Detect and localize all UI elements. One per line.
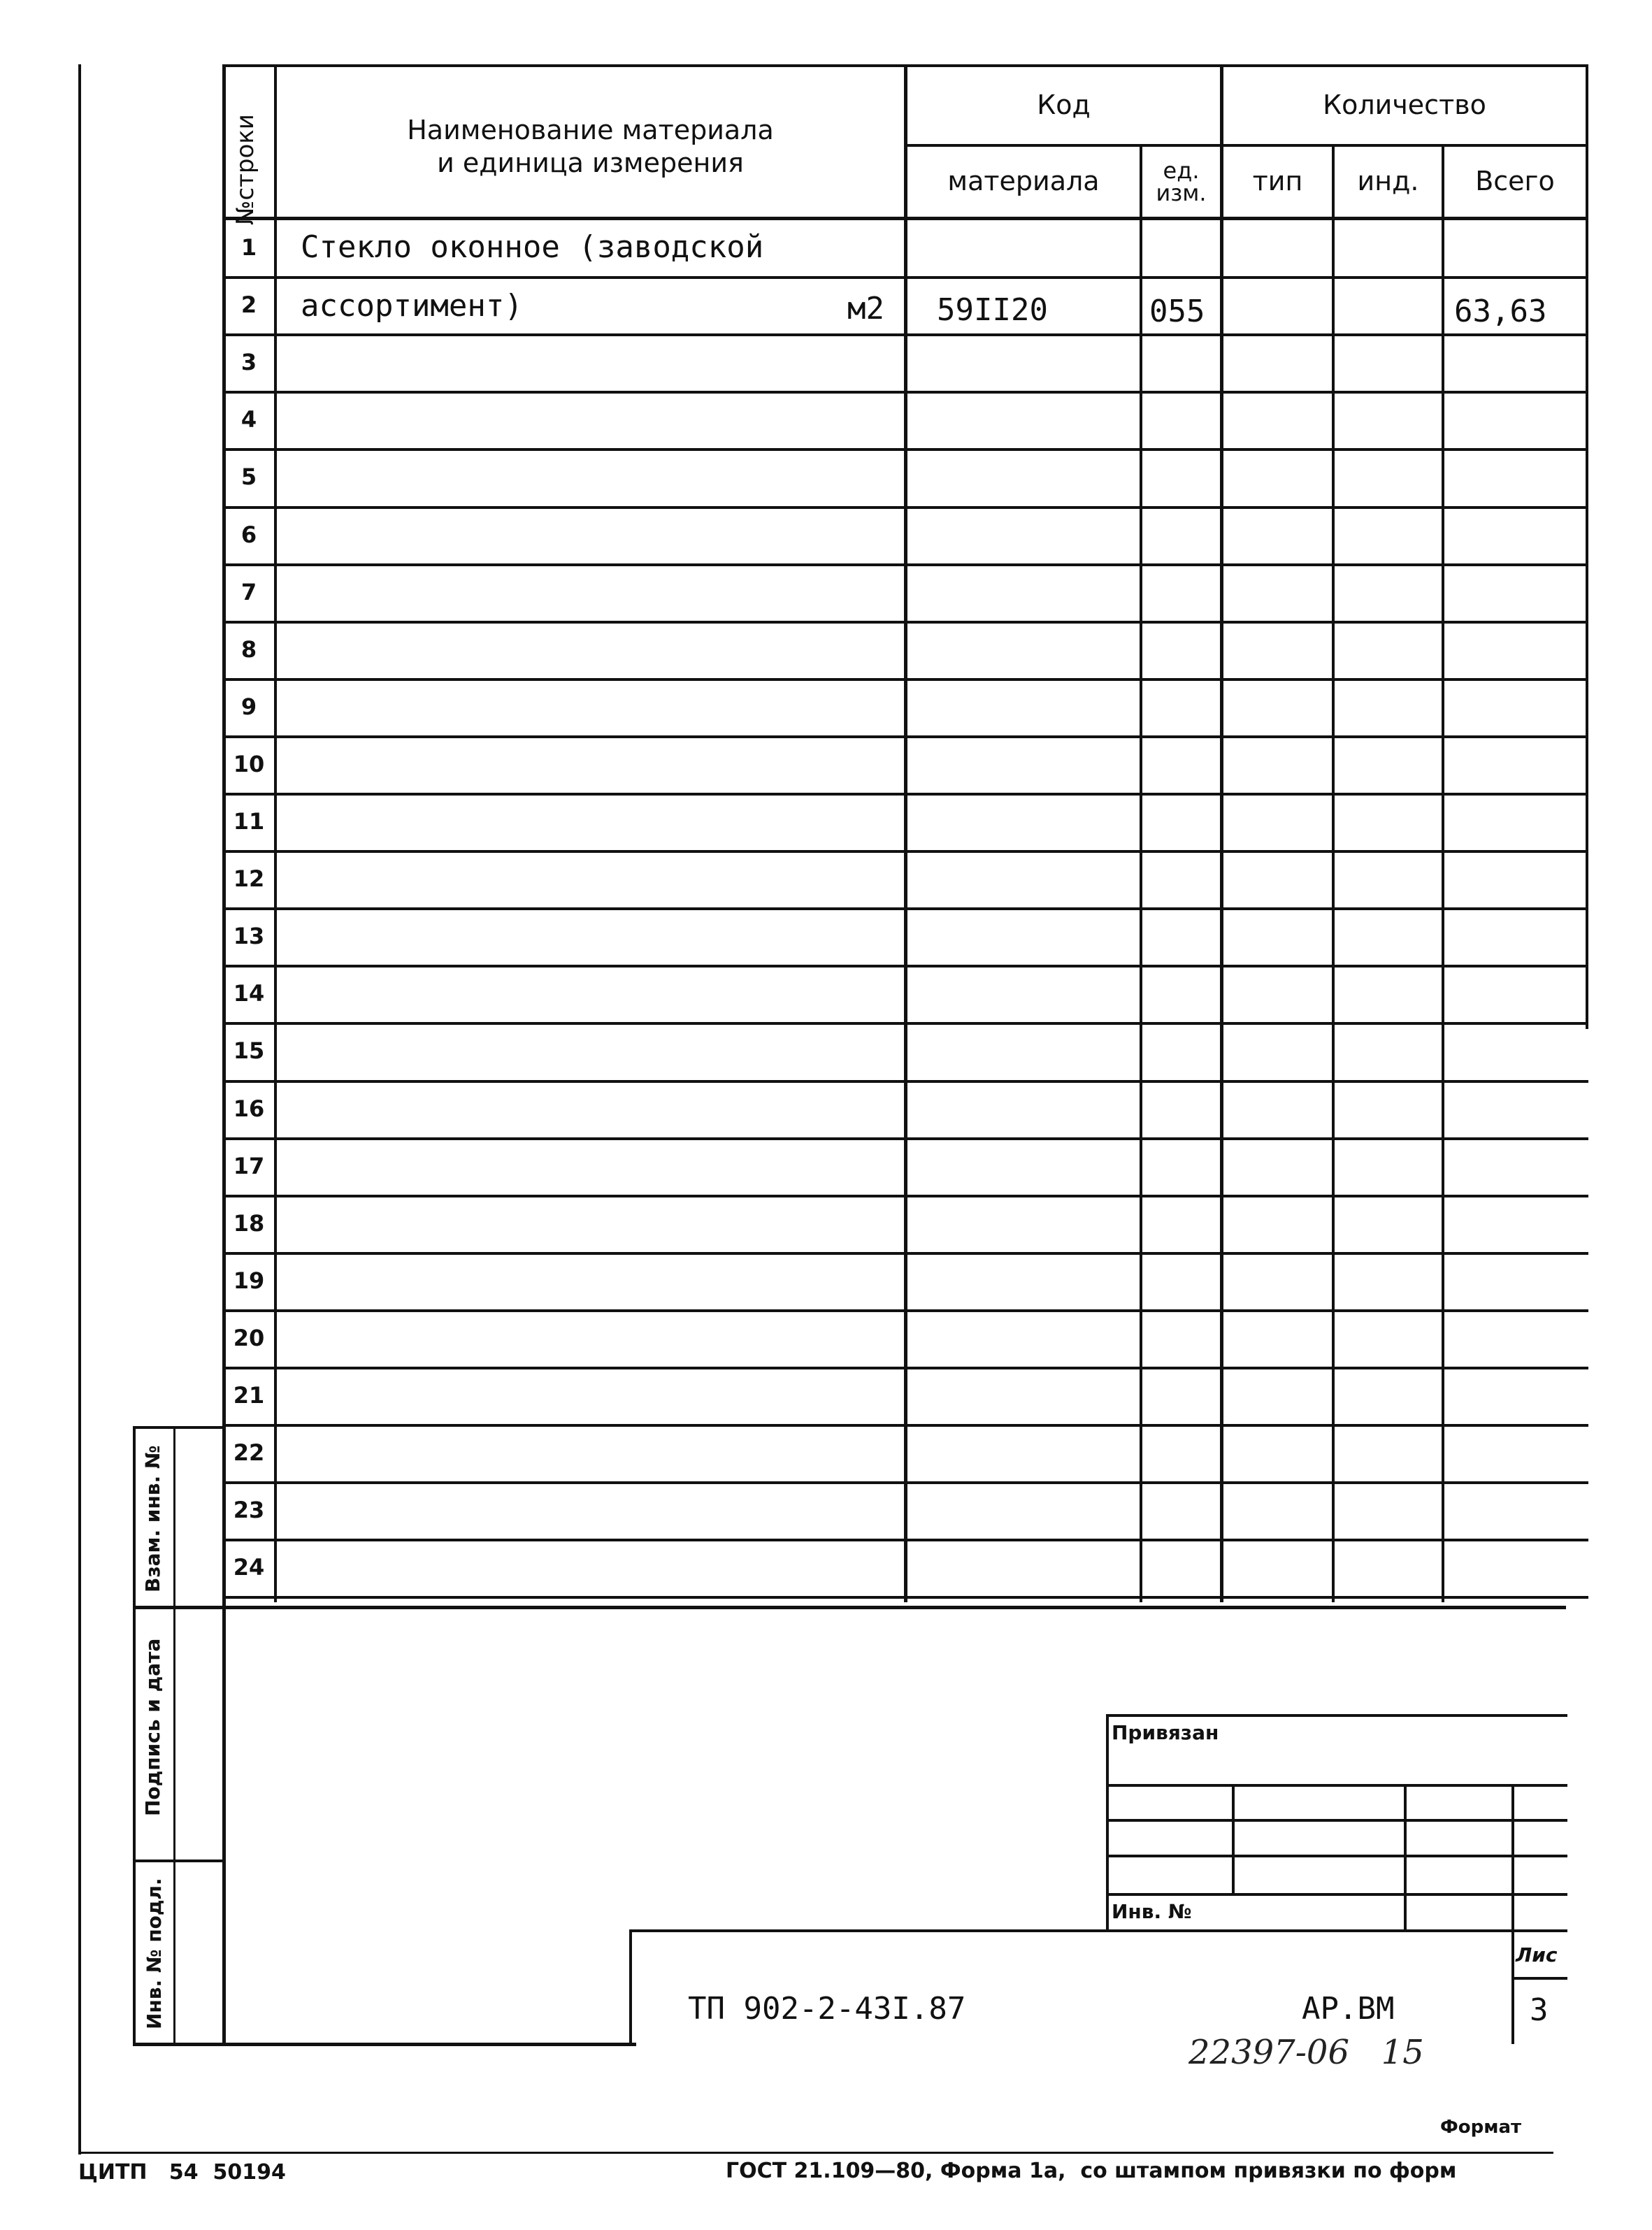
footer-right: ГОСТ 21.109—80, Форма 1а, со штампом привязки по форм — [726, 2159, 1457, 2183]
row-number-header: №строки — [231, 114, 259, 225]
row-line — [222, 850, 1588, 853]
row-number: 10 — [233, 751, 265, 777]
ind-header: инд. — [1357, 166, 1419, 197]
side-stamp-outer-left — [133, 1427, 136, 2046]
signature-date-label: Подпись и дата — [141, 1638, 164, 1816]
row-line — [222, 506, 1588, 509]
row-line — [222, 1424, 1588, 1427]
row-line — [222, 965, 1588, 967]
row-number: 15 — [233, 1037, 265, 1064]
row-line — [222, 1080, 1588, 1083]
row-line — [222, 1481, 1588, 1484]
quantity-header: Количество — [1323, 89, 1486, 121]
row-number: 22 — [233, 1439, 265, 1466]
row-line — [222, 391, 1588, 394]
row-number: 18 — [233, 1210, 265, 1237]
code-header: Код — [1037, 89, 1091, 121]
sheet-label: Лис — [1516, 1943, 1558, 1966]
row-number: 19 — [233, 1267, 265, 1294]
inv-podl-label: Инв. № подл. — [143, 1878, 166, 2029]
row-number: 3 — [240, 349, 257, 375]
vzam-inv-label: Взам. инв. № — [141, 1445, 164, 1592]
row-line — [222, 1367, 1588, 1369]
footer-left: ЦИТП 54 50194 — [78, 2160, 286, 2185]
row-number: 13 — [233, 923, 265, 949]
side-stamp-div2 — [133, 1859, 224, 1862]
row-line — [222, 735, 1588, 738]
row-line — [222, 448, 1588, 451]
name-header: Наименование материала и единица измерения — [407, 114, 774, 178]
row-line — [222, 1195, 1588, 1197]
total-header: Всего — [1475, 166, 1555, 197]
row-number: 7 — [240, 579, 257, 605]
handwritten-number: 22397-06 15 — [1188, 2033, 1424, 2072]
material-code-header: материала — [947, 166, 1100, 197]
row-number: 6 — [240, 521, 257, 548]
row-number: 1 — [240, 234, 257, 261]
row-number: 2 — [240, 292, 257, 318]
sheet-number: 3 — [1530, 1992, 1549, 2028]
row-number: 20 — [233, 1325, 265, 1351]
row-number: 5 — [240, 463, 257, 490]
border-col-code — [904, 64, 907, 1602]
border-header-bottom — [222, 217, 1588, 220]
row-number: 23 — [233, 1497, 265, 1523]
row-line — [222, 907, 1588, 910]
document-section: АР.ВМ — [1302, 1991, 1395, 2027]
row-number: 24 — [233, 1554, 265, 1581]
total-quantity: 63,63 — [1454, 294, 1547, 329]
bottom-frame-line — [78, 2152, 1553, 2154]
row-line — [222, 793, 1588, 796]
border-table-right — [1586, 64, 1588, 1029]
material-code: 59II20 — [937, 292, 1048, 328]
row-line — [222, 1309, 1588, 1312]
border-col-unit — [1140, 145, 1142, 1602]
side-stamp-bottom — [133, 2043, 636, 2046]
row-line — [222, 1022, 1588, 1025]
row-line — [222, 678, 1588, 681]
inv-number-label: Инв. № — [1112, 1900, 1192, 1923]
type-header: тип — [1252, 166, 1303, 197]
material-name-line2: ассортимент) — [301, 288, 523, 324]
row-number: 11 — [233, 808, 265, 835]
row-line — [222, 621, 1588, 624]
material-unit: м2 — [847, 291, 884, 326]
row-number: 12 — [233, 865, 265, 892]
row-line — [222, 1596, 1588, 1599]
row-line — [222, 1252, 1588, 1255]
border-col-total — [1442, 145, 1444, 1602]
unit-code: 055 — [1149, 294, 1205, 329]
row-line — [222, 1137, 1588, 1140]
binding-label: Привязан — [1112, 1721, 1219, 1744]
border-left-margin — [78, 64, 81, 2155]
row-number: 14 — [233, 980, 265, 1007]
row-line — [222, 563, 1588, 566]
format-label: Формат — [1440, 2117, 1522, 2138]
border-col-ind — [1332, 145, 1335, 1602]
row-number: 9 — [240, 693, 257, 720]
row-line — [222, 333, 1588, 336]
row-line — [222, 1539, 1588, 1541]
side-stamp-inner — [173, 1427, 175, 2046]
border-col-type — [1220, 64, 1223, 1602]
unit-code-header: ед. изм. — [1156, 157, 1207, 206]
row-number: 4 — [240, 406, 257, 433]
row-number: 17 — [233, 1153, 265, 1179]
row-number: 8 — [240, 636, 257, 663]
row-line — [222, 276, 1588, 279]
side-stamp-top — [133, 1426, 224, 1429]
row-number: 21 — [233, 1382, 265, 1409]
material-name-line1: Стекло оконное (заводской — [301, 229, 764, 265]
row-number: 16 — [233, 1095, 265, 1122]
side-stamp-div1 — [133, 1606, 1566, 1609]
document-code: ТП 902-2-43I.87 — [688, 1991, 966, 2027]
